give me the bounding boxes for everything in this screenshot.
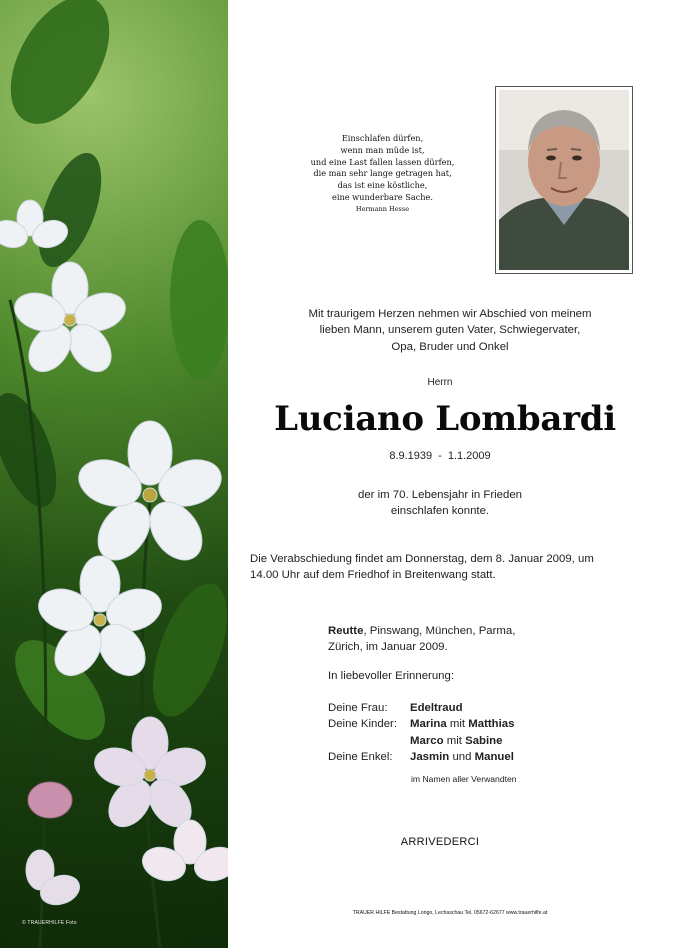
- family-role: Deine Enkel:: [328, 751, 393, 764]
- family-role: Deine Frau:: [328, 702, 388, 714]
- family-member: Marco: [410, 734, 444, 747]
- life-dates: [330, 450, 550, 462]
- intro-line: Opa, Bruder und Onkel: [391, 340, 509, 353]
- ceremony-line: Die Verabschiedung findet am Donnerstag, dem 8. Januar 2009, um: [250, 553, 594, 565]
- family-row: [328, 733, 514, 749]
- portrait-photo: [499, 90, 629, 270]
- death-date: 1.1.2009: [447, 450, 491, 462]
- deceased-portrait: [495, 86, 633, 274]
- family-row: [328, 716, 514, 732]
- place-and-date: [328, 623, 628, 656]
- memory-heading: In liebevoller Erinnerung:: [328, 670, 455, 682]
- family-role: Deine Kinder:: [328, 718, 398, 731]
- intro-line: lieben Mann, unserem guten Vater, Schwiegervater,: [319, 324, 581, 337]
- decorative-flower-photo: [0, 0, 228, 948]
- place-line2: Zürich, im Januar 2009.: [328, 641, 448, 654]
- quote-line: wenn man müde ist,: [340, 144, 425, 155]
- farewell-word: ARRIVEDERCI: [400, 836, 480, 848]
- quote-line: Einschlafen dürfen,: [341, 133, 424, 143]
- peaceful-phrase: [300, 487, 580, 520]
- place-bold: Reutte: [328, 625, 364, 637]
- conjunction: und: [452, 751, 472, 764]
- birth-date: 8.9.1939: [389, 450, 433, 462]
- hesse-quote: [300, 133, 465, 216]
- funeral-home-footer: TRAUER HILFE Bestattung Longo, Lechaschau Tel. 05672-62677 www.trauerhilfe.at: [352, 910, 548, 916]
- family-member: Jasmin: [410, 751, 450, 764]
- quote-line: eine wunderbare Sache.: [331, 191, 434, 202]
- relatives-note: im Namen aller Verwandten: [411, 774, 517, 784]
- salutation: Herrn: [427, 377, 453, 388]
- family-member: Marina: [410, 718, 447, 731]
- phrase-line: einschlafen konnte.: [390, 505, 490, 518]
- ceremony-line: 14.00 Uhr auf dem Friedhof in Breitenwang statt.: [250, 569, 496, 582]
- family-member: Matthias: [468, 718, 515, 731]
- quote-line: und eine Last fallen lassen dürfen,: [310, 156, 455, 167]
- family-member: Manuel: [474, 751, 514, 764]
- quote-line: das ist eine köstliche,: [337, 180, 428, 191]
- photo-credit: © TRAUERHILFE Foto: [22, 920, 77, 926]
- family-list: [328, 700, 514, 766]
- family-row: [328, 700, 514, 716]
- intro-line: Mit traurigem Herzen nehmen wir Abschied von meinem: [308, 308, 592, 320]
- quote-author: Hermann Hesse: [355, 204, 410, 213]
- apple-blossom-image: [0, 0, 228, 948]
- farewell-intro: [260, 306, 640, 355]
- quote-line: die man sehr lange getragen hat,: [313, 168, 452, 179]
- family-member: Edeltraud: [410, 702, 463, 714]
- family-row: [328, 749, 514, 765]
- date-separator: -: [438, 450, 442, 462]
- ceremony-info: [250, 551, 640, 584]
- conjunction: mit: [449, 718, 466, 731]
- place-rest: , Pinswang, München, Parma,: [363, 625, 516, 637]
- deceased-name: Luciano Lombardi: [274, 399, 616, 439]
- family-member: Sabine: [465, 734, 503, 747]
- phrase-line: der im 70. Lebensjahr in Frieden: [358, 489, 522, 501]
- conjunction: mit: [446, 734, 462, 747]
